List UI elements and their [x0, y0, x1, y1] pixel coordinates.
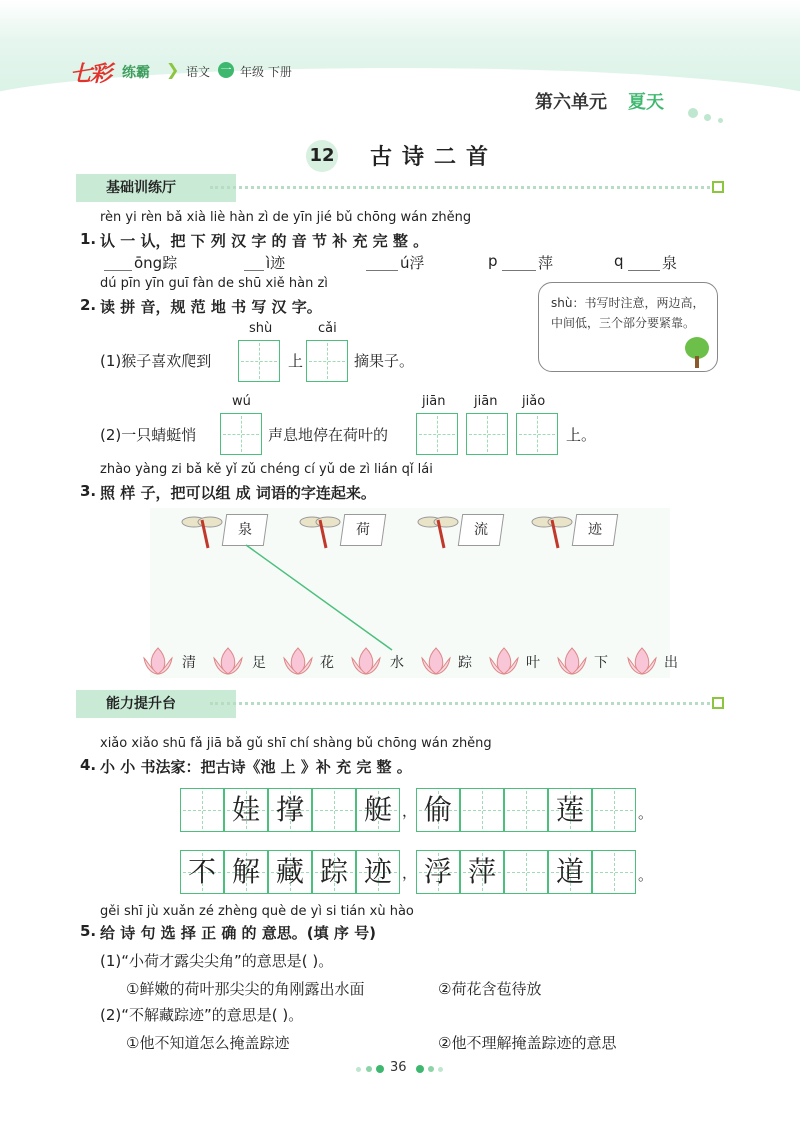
q2-s1-mid: 上: [288, 352, 304, 370]
q2-s2-pinyin-d: jiǎo: [522, 394, 546, 409]
q2-s2-mid: 声息地停在荷叶的: [268, 426, 389, 444]
q3-top-char: 荷: [356, 522, 370, 538]
poem-box[interactable]: 萍: [460, 850, 504, 894]
lotus-icon: [486, 646, 522, 676]
poem-box[interactable]: [180, 788, 224, 832]
lotus-icon: [210, 646, 246, 676]
q1-number: 1.: [80, 230, 97, 248]
q2-s2-post: 上。: [566, 426, 597, 444]
lotus-icon: [348, 646, 384, 676]
q5-part-2-option-a[interactable]: ①他不知道怎么掩盖踪迹: [126, 1034, 290, 1052]
poem-box[interactable]: 莲: [548, 788, 592, 832]
q5-part-1: (1)“小荷才露尖尖角”的意思是( )。: [100, 952, 334, 970]
lotus-icon: [280, 646, 316, 676]
section-advanced-title: 能力提升台: [76, 690, 236, 718]
q2-s2-pre: (2)一只蜻蜓悄: [100, 426, 197, 444]
unit-name: 夏天: [628, 92, 664, 113]
q3-bottom-char[interactable]: 足: [252, 655, 266, 671]
writing-tip-box: shù：书写时注意，两边高，中间低，三个部分要紧靠。: [538, 282, 718, 372]
poem-box[interactable]: 撑: [268, 788, 312, 832]
brand-name: 练霸: [122, 65, 150, 81]
unit-label: 第六单元: [535, 92, 607, 113]
poem-box[interactable]: 浮: [416, 850, 460, 894]
q3-bottom-char[interactable]: 清: [182, 655, 196, 671]
poem-period: 。: [638, 804, 654, 822]
page-number: 36: [390, 1060, 407, 1075]
lotus-icon: [624, 646, 660, 676]
section-end-marker: [712, 697, 724, 709]
poem-box[interactable]: 踪: [312, 850, 356, 894]
q1-item-5: 泉: [662, 254, 678, 272]
q1-item-3: ú浮: [400, 254, 425, 272]
q3-pinyin: zhào yàng zi bǎ kě yǐ zǔ chéng cí yǔ de zì lián qǐ lái: [100, 462, 433, 477]
footer-dot: [438, 1067, 443, 1072]
q1-item-2: ì迹: [266, 254, 286, 272]
grade-label: 年级 下册: [240, 65, 292, 79]
poem-box[interactable]: [460, 788, 504, 832]
poem-box[interactable]: 不: [180, 850, 224, 894]
q1-item-4-initial: p: [488, 252, 498, 270]
q2-pinyin: dú pīn yīn guī fàn de shū xiě hàn zì: [100, 276, 328, 291]
poem-comma: ，: [402, 864, 418, 882]
chevron-right-icon: ❯: [166, 60, 180, 79]
q5-part-1-option-a[interactable]: ①鲜嫩的荷叶那尖尖的角刚露出水面: [126, 980, 365, 998]
poem-box[interactable]: [592, 850, 636, 894]
q2-s2-pinyin-c: jiān: [474, 394, 498, 409]
footer-dot: [416, 1065, 424, 1073]
q2-s2-pinyin-b: jiān: [422, 394, 446, 409]
q2-s1-post: 摘果子。: [354, 352, 415, 370]
poem-box[interactable]: 艇: [356, 788, 400, 832]
poem-box[interactable]: 道: [548, 850, 592, 894]
q3-bottom-char[interactable]: 出: [664, 655, 678, 671]
q5-part-2-option-b[interactable]: ②他不理解掩盖踪迹的意思: [438, 1034, 617, 1052]
brand-logo: 七彩: [70, 62, 111, 87]
q5-prompt: 给 诗 句 选 择 正 确 的 意思。(填 序 号): [100, 924, 376, 942]
grade-number-badge: 一: [218, 62, 234, 78]
q5-number: 5.: [80, 922, 97, 940]
q1-pinyin: rèn yi rèn bǎ xià liè hàn zì de yīn jié bǔ chōng wán zhěng: [100, 210, 472, 225]
q4-number: 4.: [80, 756, 97, 774]
footer-dot: [356, 1067, 361, 1072]
footer-dot: [366, 1066, 372, 1072]
q3-lotus-row: [140, 644, 700, 678]
lesson-number: 12: [306, 140, 338, 172]
q1-item-5-initial: q: [614, 252, 624, 270]
poem-box[interactable]: 藏: [268, 850, 312, 894]
q3-bottom-char[interactable]: 水: [390, 655, 404, 671]
poem-box[interactable]: 娃: [224, 788, 268, 832]
poem-box[interactable]: [312, 788, 356, 832]
poem-box[interactable]: 偷: [416, 788, 460, 832]
section-divider: [210, 702, 710, 705]
lotus-icon: [554, 646, 590, 676]
q4-prompt: 小 小 书法家：把古诗《池 上 》补 充 完 整 。: [100, 758, 412, 776]
q3-bottom-char[interactable]: 叶: [526, 655, 540, 671]
q3-prompt: 照 样 子，把可以组 成 词语的字连起来。: [100, 484, 376, 502]
q2-s1-pinyin-a: shù: [249, 321, 273, 336]
footer-dot: [428, 1066, 434, 1072]
q5-part-2: (2)“不解藏踪迹”的意思是( )。: [100, 1006, 304, 1024]
q2-s1-pre: (1)猴子喜欢爬到: [100, 352, 212, 370]
poem-period: 。: [638, 866, 654, 884]
q3-bottom-char[interactable]: 踪: [458, 655, 472, 671]
q1-item-1: ōng踪: [134, 254, 178, 272]
section-basic-title: 基础训练厅: [76, 174, 236, 202]
q3-top-char: 迹: [588, 522, 602, 538]
q3-number: 3.: [80, 482, 97, 500]
q3-top-char: 流: [474, 522, 488, 538]
q3-top-char: 泉: [238, 522, 252, 538]
lotus-icon: [418, 646, 454, 676]
poem-box[interactable]: [504, 850, 548, 894]
lotus-icon: [140, 646, 176, 676]
poem-box[interactable]: 迹: [356, 850, 400, 894]
poem-comma: ，: [402, 802, 418, 820]
q2-s2-pinyin-a: wú: [232, 394, 251, 409]
q3-bottom-char[interactable]: 下: [594, 655, 608, 671]
q3-bottom-char[interactable]: 花: [320, 655, 334, 671]
lesson-title: 古诗二首: [370, 145, 499, 170]
q1-prompt: 认 一 认，把 下 列 汉 字 的 音 节 补 充 完 整 。: [100, 232, 429, 250]
q5-part-1-option-b[interactable]: ②荷花含苞待放: [438, 980, 542, 998]
q1-item-4: 萍: [538, 254, 554, 272]
q2-prompt: 读 拼 音，规 范 地 书 写 汉 字。: [100, 298, 322, 316]
q4-pinyin: xiǎo xiǎo shū fǎ jiā bǎ gǔ shī chí shàng bǔ chōng wán zhěng: [100, 736, 492, 751]
footer-dot: [376, 1065, 384, 1073]
poem-box[interactable]: [592, 788, 636, 832]
q5-pinyin: gěi shī jù xuǎn zé zhèng què de yì si tián xù hào: [100, 904, 414, 919]
poem-box[interactable]: 解: [224, 850, 268, 894]
q2-s1-pinyin-b: cǎi: [318, 321, 337, 336]
subject-label: 语文: [186, 65, 211, 79]
poem-box[interactable]: [504, 788, 548, 832]
q2-number: 2.: [80, 296, 97, 314]
